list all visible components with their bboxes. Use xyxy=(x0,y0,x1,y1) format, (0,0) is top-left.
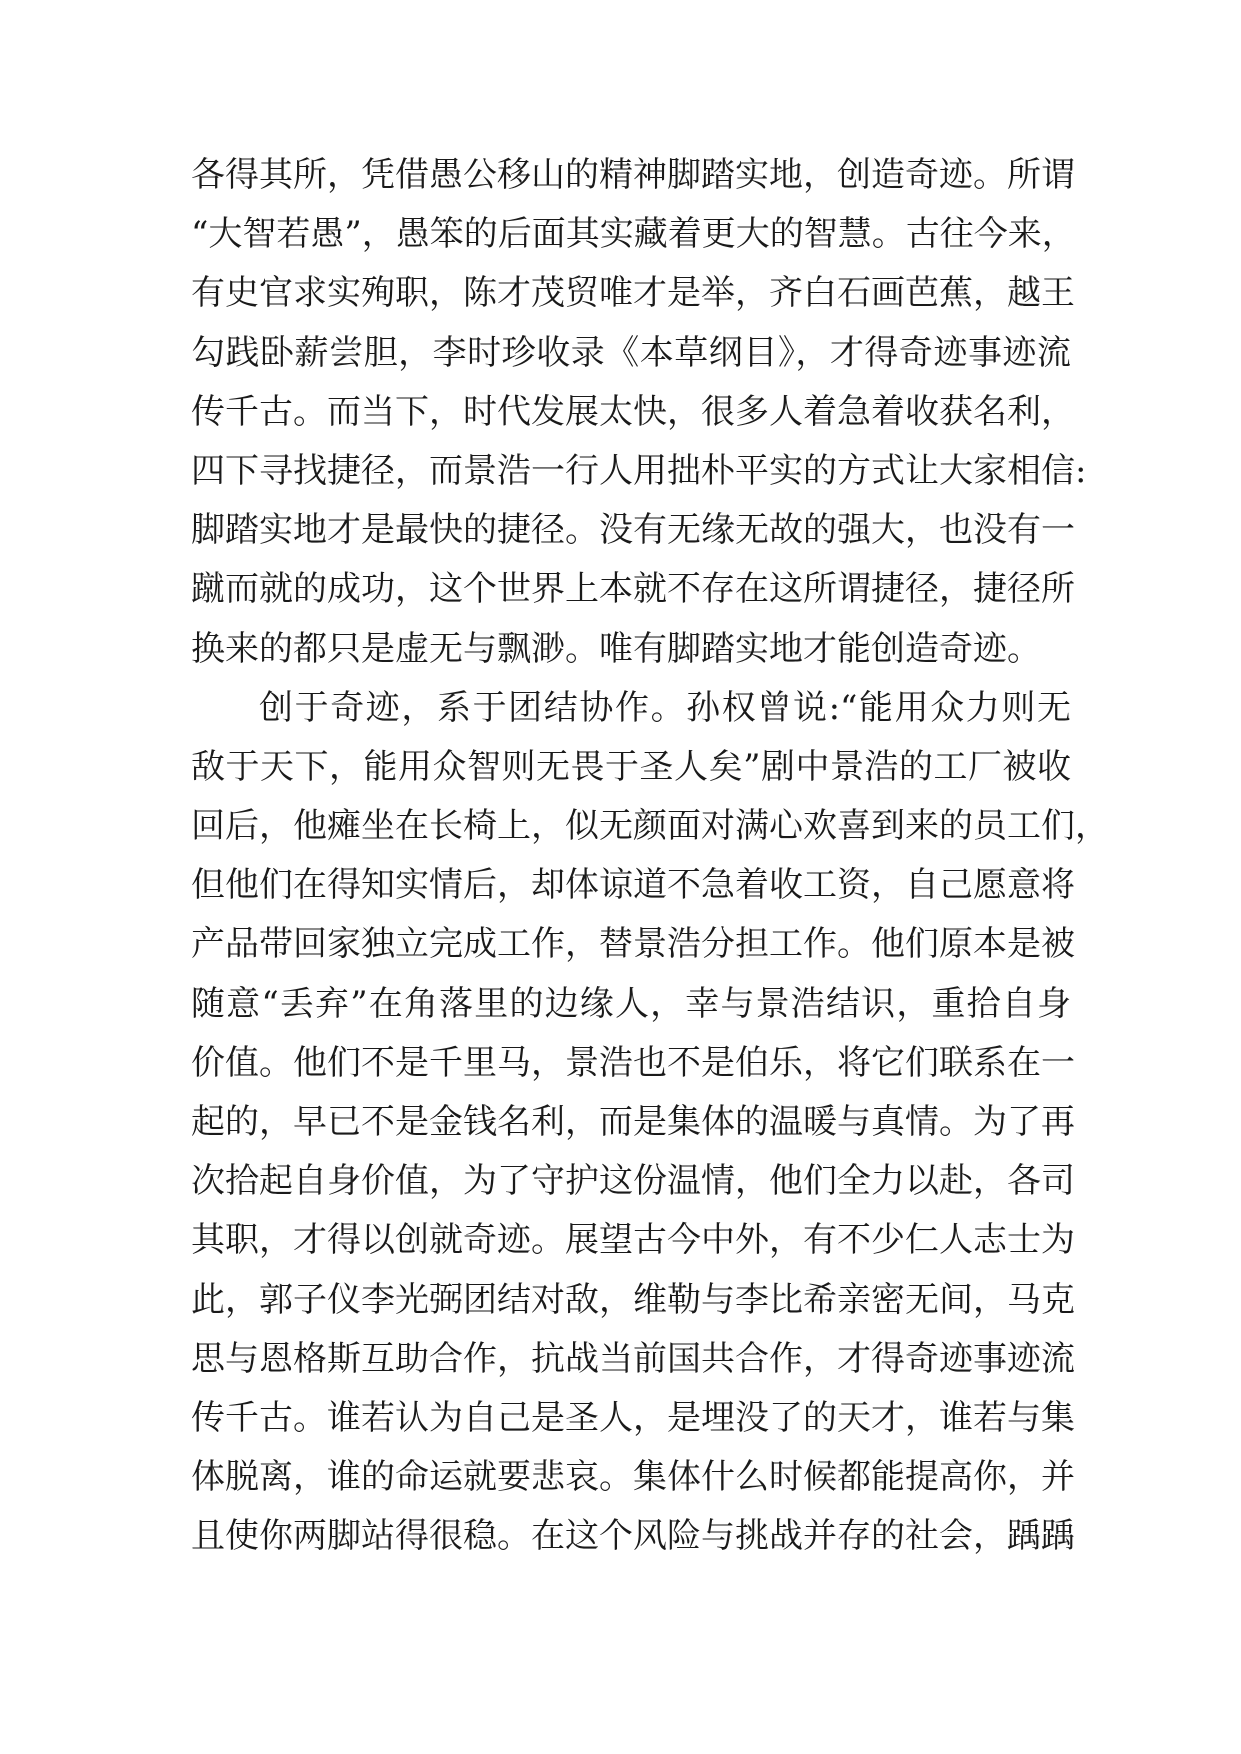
text-line: 体脱离，谁的命运就要悲哀。集体什么时候都能提高你，并 xyxy=(191,1457,1075,1498)
text-line: 蹴而就的成功，这个世界上本就不存在这所谓捷径，捷径所 xyxy=(191,569,1075,610)
text-line: “大智若愚”，愚笨的后面其实藏着更大的智慧。古往今来， xyxy=(191,214,1076,255)
text-line: 随意“丢弃”在角落里的边缘人，幸与景浩结识，重拾自身 xyxy=(191,983,1071,1024)
text-line: 次拾起自身价值，为了守护这份温情，他们全力以赴，各司 xyxy=(191,1161,1075,1202)
text-line: 敌于天下，能用众智则无畏于圣人矣”剧中景浩的工厂被收 xyxy=(191,746,1071,787)
text-line: 此，郭子仪李光弼团结对敌，维勒与李比希亲密无间，马克 xyxy=(191,1279,1075,1320)
text-line: 价值。他们不是千里马，景浩也不是伯乐，将它们联系在一 xyxy=(191,1042,1075,1083)
text-line: 产品带回家独立完成工作，替景浩分担工作。他们原本是被 xyxy=(191,924,1075,965)
text-line: 传千古。而当下，时代发展太快，很多人着急着收获名利， xyxy=(191,391,1075,432)
text-line: 且使你两脚站得很稳。在这个风险与挑战并存的社会，踽踽 xyxy=(191,1516,1075,1557)
text-line: 思与恩格斯互助合作，抗战当前国共合作，才得奇迹事迹流 xyxy=(191,1338,1075,1379)
text-line: 有史官求实殉职，陈才茂贸唯才是举，齐白石画芭蕉，越王 xyxy=(191,273,1075,314)
text-line: 回后，他瘫坐在长椅上，似无颜面对满心欢喜到来的员工们， xyxy=(191,806,1109,847)
essay-body xyxy=(191,146,1109,1567)
text-line: 但他们在得知实情后，却体谅道不急着收工资，自己愿意将 xyxy=(191,865,1075,906)
text-line: 四下寻找捷径，而景浩一行人用拙朴平实的方式让大家相信: xyxy=(191,450,1087,491)
text-line: 起的，早已不是金钱名利，而是集体的温暖与真情。为了再 xyxy=(191,1102,1075,1142)
paragraph-end-line: 换来的都只是虚无与飘渺。唯有脚踏实地才能创造奇迹。 xyxy=(191,628,1041,669)
paragraph-first-line: 创于奇迹，系于团结协作。孙权曾说:“能用众力则无 xyxy=(259,687,1071,728)
text-line: 各得其所，凭借愚公移山的精神脚踏实地，创造奇迹。所谓 xyxy=(191,155,1075,195)
text-line: 勾践卧薪尝胆，李时珍收录《本草纲目》，才得奇迹事迹流 xyxy=(191,332,1071,373)
text-line: 脚踏实地才是最快的捷径。没有无缘无故的强大，也没有一 xyxy=(191,510,1075,551)
text-line: 其职，才得以创就奇迹。展望古今中外，有不少仁人志士为 xyxy=(191,1220,1075,1261)
text-line: 传千古。谁若认为自己是圣人，是埋没了的天才，谁若与集 xyxy=(191,1397,1075,1438)
